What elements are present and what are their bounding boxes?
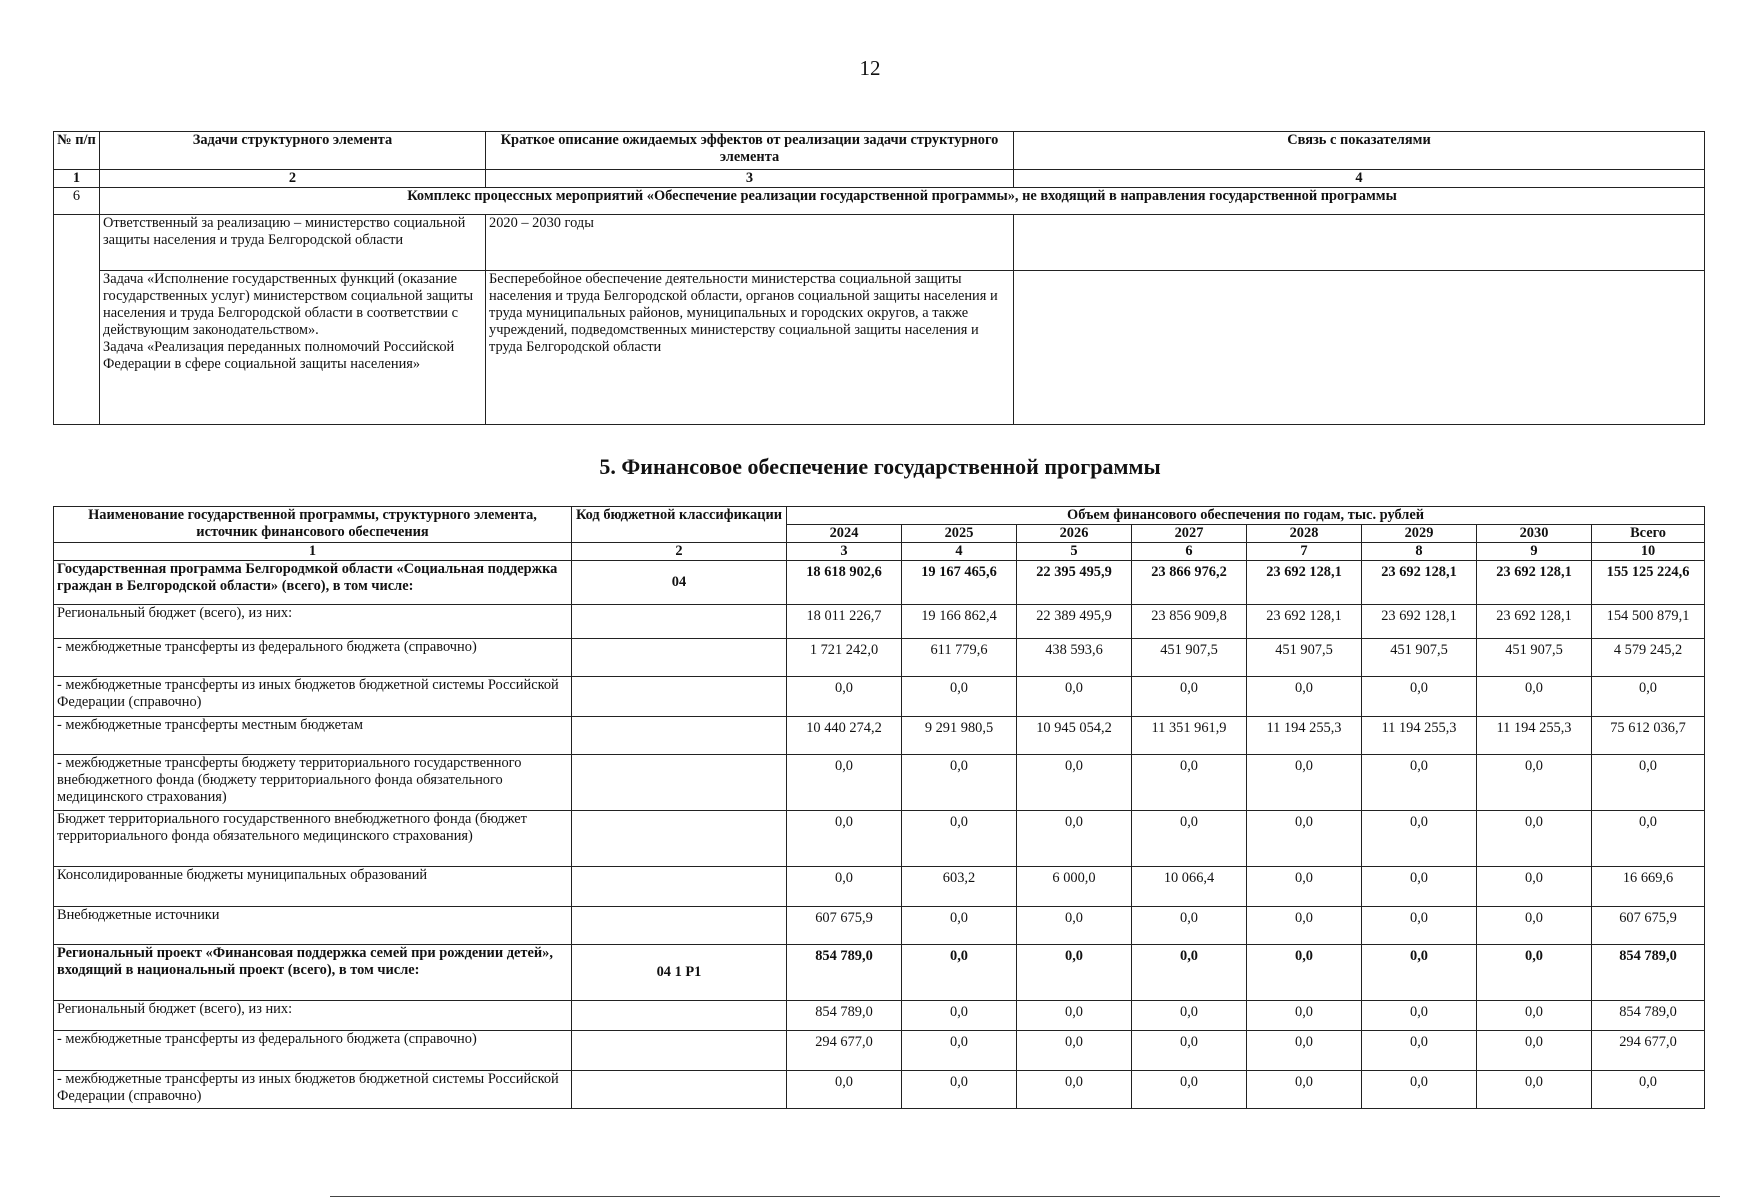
- page-number: 12: [859, 56, 881, 80]
- tasks-colnum-row: [54, 170, 1705, 188]
- row-year-value: 0,0: [1247, 1031, 1362, 1071]
- row-total-value: 16 669,6: [1592, 867, 1705, 907]
- colnum-cell: 1: [54, 170, 100, 188]
- row-total-value: 154 500 879,1: [1592, 605, 1705, 639]
- row-year-value: 0,0: [1247, 867, 1362, 907]
- row-total-value: 0,0: [1592, 755, 1705, 811]
- row-year-value: 451 907,5: [1132, 639, 1247, 677]
- row-year-value: 0,0: [787, 755, 902, 811]
- row-year-value: 0,0: [902, 907, 1017, 945]
- row-budget-code: [572, 605, 787, 639]
- total-header: Всего: [1592, 525, 1705, 543]
- row-budget-code: [572, 867, 787, 907]
- finance-row: [54, 605, 1705, 639]
- row-year-value: 23 692 128,1: [1362, 605, 1477, 639]
- row-name: Региональный бюджет (всего), из них:: [54, 1001, 572, 1031]
- year-header: 2029: [1362, 525, 1477, 543]
- colnum-cell: 3: [486, 170, 1014, 188]
- empty-cell: [54, 215, 100, 425]
- row-year-value: 0,0: [1477, 677, 1592, 717]
- colnum-cell: 5: [1017, 543, 1132, 561]
- row-total-value: 0,0: [1592, 677, 1705, 717]
- year-header: 2024: [787, 525, 902, 543]
- row-year-value: 23 692 128,1: [1477, 561, 1592, 605]
- row-name: Бюджет территориального государственного внебюджетного фонда (бюджет территориального фонда обязательного медицинского страхования): [54, 811, 572, 867]
- row-year-value: 11 351 961,9: [1132, 717, 1247, 755]
- row-budget-code: [572, 1001, 787, 1031]
- effect-text: Бесперебойное обеспечение деятельности министерства социальной защиты населения и труда Белгородской области, органов социальной защиты населения и труда муниципальных районов, муниципальных и городских округов, а также учреждений, подведомственных министерству социальной защиты населения и труда Белгородской области: [486, 271, 1014, 425]
- row-total-value: 75 612 036,7: [1592, 717, 1705, 755]
- finance-row: [54, 1001, 1705, 1031]
- section-row: [54, 188, 1705, 215]
- row-name: - межбюджетные трансферты из федерального бюджета (справочно): [54, 1031, 572, 1071]
- tasks-table: [53, 131, 1705, 425]
- colnum-cell: 1: [54, 543, 572, 561]
- row-total-value: 607 675,9: [1592, 907, 1705, 945]
- row-year-value: 451 907,5: [1247, 639, 1362, 677]
- row-year-value: 0,0: [1362, 1001, 1477, 1031]
- row-budget-code: [572, 1031, 787, 1071]
- row-year-value: 0,0: [1477, 907, 1592, 945]
- row-year-value: 10 440 274,2: [787, 717, 902, 755]
- row-year-value: 19 166 862,4: [902, 605, 1017, 639]
- row-year-value: 0,0: [1132, 677, 1247, 717]
- row-year-value: 0,0: [1362, 907, 1477, 945]
- year-header: 2026: [1017, 525, 1132, 543]
- row-year-value: 0,0: [1017, 1001, 1132, 1031]
- finance-row: [54, 755, 1705, 811]
- row-year-value: 18 618 902,6: [787, 561, 902, 605]
- row-year-value: 0,0: [902, 811, 1017, 867]
- row-budget-code: [572, 811, 787, 867]
- row-budget-code: 04 1 Р1: [572, 945, 787, 1001]
- row-year-value: 294 677,0: [787, 1031, 902, 1071]
- row-year-value: 23 692 128,1: [1247, 561, 1362, 605]
- row-year-value: 0,0: [902, 677, 1017, 717]
- row-year-value: 0,0: [1362, 867, 1477, 907]
- colnum-cell: 6: [1132, 543, 1247, 561]
- finance-row: [54, 1031, 1705, 1071]
- row-year-value: 0,0: [1477, 945, 1592, 1001]
- row-budget-code: [572, 717, 787, 755]
- row-name: - межбюджетные трансферты из федерального бюджета (справочно): [54, 639, 572, 677]
- colnum-cell: 4: [1014, 170, 1705, 188]
- responsible-text: Ответственный за реализацию – министерство социальной защиты населения и труда Белгородской области: [100, 215, 486, 271]
- row-year-value: 854 789,0: [787, 945, 902, 1001]
- year-header: 2025: [902, 525, 1017, 543]
- row-year-value: 0,0: [1247, 1001, 1362, 1031]
- row-total-value: 155 125 224,6: [1592, 561, 1705, 605]
- finance-row: [54, 639, 1705, 677]
- header-tasks: Задачи структурного элемента: [100, 132, 486, 170]
- row-budget-code: [572, 1071, 787, 1109]
- row-year-value: 0,0: [1362, 945, 1477, 1001]
- row-year-value: 0,0: [787, 867, 902, 907]
- row-total-value: 0,0: [1592, 1071, 1705, 1109]
- task-text-1: Задача «Исполнение государственных функций (оказание государственных услуг) министерством социальной защиты населения и труда Белгородской области в соответствии с действующим законодательством».: [103, 271, 474, 338]
- row-year-value: 0,0: [1477, 1031, 1592, 1071]
- row-year-value: 0,0: [1017, 811, 1132, 867]
- row-name: Региональный проект «Финансовая поддержка семей при рождении детей», входящий в национальный проект (всего), в том числе:: [54, 945, 572, 1001]
- colnum-cell: 10: [1592, 543, 1705, 561]
- row-year-value: 0,0: [1477, 867, 1592, 907]
- row-year-value: 0,0: [902, 945, 1017, 1001]
- row-year-value: 22 395 495,9: [1017, 561, 1132, 605]
- row-year-value: 0,0: [1477, 755, 1592, 811]
- row-year-value: 0,0: [1477, 1071, 1592, 1109]
- row-year-value: 23 692 128,1: [1362, 561, 1477, 605]
- row-budget-code: [572, 639, 787, 677]
- row-year-value: 0,0: [1362, 677, 1477, 717]
- row-year-value: 0,0: [1017, 755, 1132, 811]
- row-year-value: 10 066,4: [1132, 867, 1247, 907]
- row-year-value: 451 907,5: [1477, 639, 1592, 677]
- row-year-value: 0,0: [1017, 907, 1132, 945]
- finance-row: [54, 867, 1705, 907]
- row-year-value: 0,0: [1362, 755, 1477, 811]
- row-year-value: 438 593,6: [1017, 639, 1132, 677]
- tasks-header-row: [54, 132, 1705, 170]
- row-year-value: 0,0: [1477, 811, 1592, 867]
- empty-cell: [1014, 215, 1705, 271]
- row-year-value: 0,0: [902, 1071, 1017, 1109]
- row-year-value: 0,0: [1132, 907, 1247, 945]
- finance-row: [54, 717, 1705, 755]
- row-year-value: 0,0: [1362, 1071, 1477, 1109]
- row-total-value: 854 789,0: [1592, 1001, 1705, 1031]
- year-header: 2030: [1477, 525, 1592, 543]
- row-year-value: 0,0: [1017, 1031, 1132, 1071]
- row-year-value: 0,0: [1247, 677, 1362, 717]
- row-year-value: 23 692 128,1: [1477, 605, 1592, 639]
- row-year-value: 0,0: [787, 811, 902, 867]
- row-name: - межбюджетные трансферты местным бюджетам: [54, 717, 572, 755]
- finance-row: [54, 907, 1705, 945]
- row-year-value: 1 721 242,0: [787, 639, 902, 677]
- row-budget-code: 04: [572, 561, 787, 605]
- row-total-value: 854 789,0: [1592, 945, 1705, 1001]
- period-text: 2020 – 2030 годы: [486, 215, 1014, 271]
- row-year-value: 0,0: [1247, 945, 1362, 1001]
- row-year-value: 0,0: [902, 1001, 1017, 1031]
- row-year-value: 0,0: [1132, 1031, 1247, 1071]
- row-year-value: 451 907,5: [1362, 639, 1477, 677]
- row-name: Консолидированные бюджеты муниципальных образований: [54, 867, 572, 907]
- section-heading: 5. Финансовое обеспечение государственной программы: [599, 454, 1161, 479]
- row-name: - межбюджетные трансферты из иных бюджетов бюджетной системы Российской Федерации (справочно): [54, 1071, 572, 1109]
- row-name: - межбюджетные трансферты из иных бюджетов бюджетной системы Российской Федерации (справочно): [54, 677, 572, 717]
- finance-row: [54, 677, 1705, 717]
- finance-table: [53, 506, 1705, 1109]
- row-year-value: 611 779,6: [902, 639, 1017, 677]
- indicators-cell: [1014, 271, 1705, 425]
- finance-colnum-row: [54, 543, 1705, 561]
- row-year-value: 19 167 465,6: [902, 561, 1017, 605]
- row-year-value: 607 675,9: [787, 907, 902, 945]
- finance-row: [54, 811, 1705, 867]
- header-number: № п/п: [54, 132, 100, 170]
- header-volume: Объем финансового обеспечения по годам, тыс. рублей: [787, 507, 1705, 525]
- finance-body: [54, 561, 1705, 1109]
- section-title: Комплекс процессных мероприятий «Обеспечение реализации государственной программы», не входящий в направления государственной программы: [100, 188, 1705, 215]
- finance-row: [54, 561, 1705, 605]
- colnum-cell: 2: [100, 170, 486, 188]
- row-year-value: 0,0: [1017, 677, 1132, 717]
- year-header: 2027: [1132, 525, 1247, 543]
- row-budget-code: [572, 907, 787, 945]
- section-number: 6: [54, 188, 100, 215]
- finance-row: [54, 1071, 1705, 1109]
- header-effects: Краткое описание ожидаемых эффектов от реализации задачи структурного элемента: [486, 132, 1014, 170]
- row-year-value: 854 789,0: [787, 1001, 902, 1031]
- row-total-value: 0,0: [1592, 811, 1705, 867]
- header-indicators: Связь с показателями: [1014, 132, 1705, 170]
- responsible-row: [54, 215, 1705, 271]
- row-year-value: 0,0: [1362, 811, 1477, 867]
- row-year-value: 11 194 255,3: [1247, 717, 1362, 755]
- row-name: Внебюджетные источники: [54, 907, 572, 945]
- finance-row: [54, 945, 1705, 1001]
- row-year-value: 23 692 128,1: [1247, 605, 1362, 639]
- footer-rule: [330, 1196, 1720, 1197]
- row-name: Региональный бюджет (всего), из них:: [54, 605, 572, 639]
- row-year-value: 0,0: [1362, 1031, 1477, 1071]
- row-year-value: 603,2: [902, 867, 1017, 907]
- row-year-value: 10 945 054,2: [1017, 717, 1132, 755]
- colnum-cell: 7: [1247, 543, 1362, 561]
- row-year-value: 0,0: [787, 677, 902, 717]
- row-year-value: 0,0: [1132, 811, 1247, 867]
- row-year-value: 9 291 980,5: [902, 717, 1017, 755]
- row-name: Государственная программа Белгородмкой области «Социальная поддержка граждан в Белгородской области» (всего), в том числе:: [54, 561, 572, 605]
- row-year-value: 18 011 226,7: [787, 605, 902, 639]
- colnum-cell: 2: [572, 543, 787, 561]
- row-year-value: 0,0: [1247, 811, 1362, 867]
- header-program-name: Наименование государственной программы, структурного элемента, источник финансового обеспечения: [54, 507, 572, 543]
- row-year-value: 6 000,0: [1017, 867, 1132, 907]
- row-year-value: 0,0: [1017, 945, 1132, 1001]
- row-year-value: 0,0: [1132, 945, 1247, 1001]
- row-year-value: 0,0: [787, 1071, 902, 1109]
- colnum-cell: 3: [787, 543, 902, 561]
- row-total-value: 294 677,0: [1592, 1031, 1705, 1071]
- header-budget-code: Код бюджетной классификации: [572, 507, 787, 543]
- row-year-value: 0,0: [1132, 1071, 1247, 1109]
- row-name: - межбюджетные трансферты бюджету территориального государственного внебюджетного фонда (бюджету территориального фонда обязательного медицинского страхования): [54, 755, 572, 811]
- row-year-value: 0,0: [1477, 1001, 1592, 1031]
- row-year-value: 11 194 255,3: [1477, 717, 1592, 755]
- row-year-value: 23 856 909,8: [1132, 605, 1247, 639]
- row-year-value: 0,0: [1247, 1071, 1362, 1109]
- row-year-value: 0,0: [1017, 1071, 1132, 1109]
- year-header: 2028: [1247, 525, 1362, 543]
- row-year-value: 11 194 255,3: [1362, 717, 1477, 755]
- row-year-value: 0,0: [1132, 1001, 1247, 1031]
- row-year-value: 0,0: [902, 1031, 1017, 1071]
- colnum-cell: 9: [1477, 543, 1592, 561]
- row-year-value: 0,0: [1247, 907, 1362, 945]
- task-cell: [100, 271, 486, 425]
- row-year-value: 22 389 495,9: [1017, 605, 1132, 639]
- row-year-value: 0,0: [1247, 755, 1362, 811]
- row-year-value: 0,0: [902, 755, 1017, 811]
- row-year-value: 0,0: [1132, 755, 1247, 811]
- row-total-value: 4 579 245,2: [1592, 639, 1705, 677]
- task-row: [54, 271, 1705, 425]
- row-budget-code: [572, 755, 787, 811]
- row-year-value: 23 866 976,2: [1132, 561, 1247, 605]
- colnum-cell: 4: [902, 543, 1017, 561]
- finance-header-row: [54, 507, 1705, 525]
- colnum-cell: 8: [1362, 543, 1477, 561]
- task-text-2: Задача «Реализация переданных полномочий Российской Федерации в сфере социальной защиты населения»: [103, 339, 455, 372]
- row-budget-code: [572, 677, 787, 717]
